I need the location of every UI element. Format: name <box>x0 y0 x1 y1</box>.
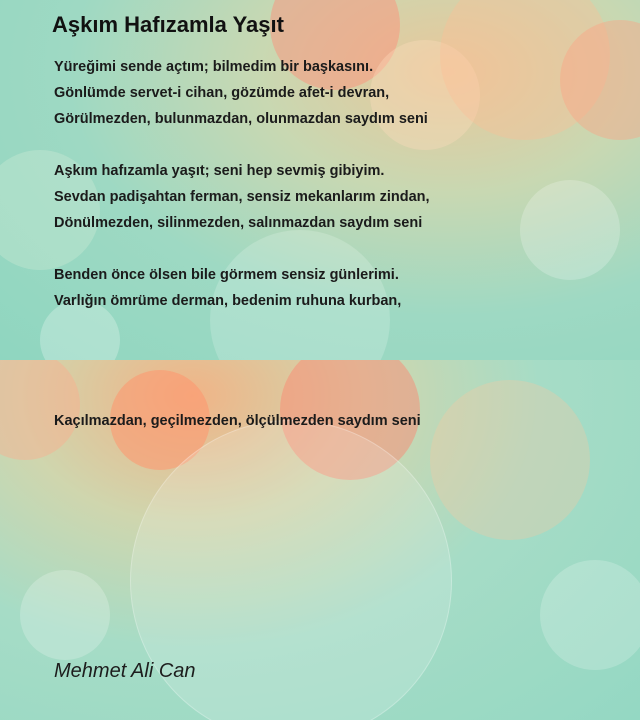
poem-line: Dönülmezden, silinmezden, salınmazdan saydım seni <box>54 215 423 231</box>
bokeh-light <box>540 560 640 670</box>
poem-line: Aşkım hafızamla yaşıt; seni hep sevmiş gibiyim. <box>54 163 385 179</box>
poem-author: Mehmet Ali Can <box>54 660 196 682</box>
poem-line: Benden önce ölsen bile görmem sensiz günlerimi. <box>54 267 399 283</box>
poem-line: Yüreğimi sende açtım; bilmedim bir başkasını. <box>54 59 374 75</box>
bokeh-light <box>430 380 590 540</box>
bokeh-light <box>20 570 110 660</box>
stanza-gap <box>54 236 614 262</box>
poem-line: Varlığın ömrüme derman, bedenim ruhuna kurban, <box>54 293 402 309</box>
poem-line: Görülmezden, bulunmazdan, olunmazdan saydım seni <box>54 111 428 127</box>
poem-line: Kaçılmazdan, geçilmezden, ölçülmezden saydım seni <box>54 413 421 429</box>
poem-line: Gönlümde servet-i cihan, gözümde afet-i devran, <box>54 85 390 101</box>
poem-line: Sevdan padişahtan ferman, sensiz mekanlarım zindan, <box>54 189 430 205</box>
poem-text <box>54 54 614 314</box>
poem-title: Aşkım Hafızamla Yaşıt <box>52 12 284 37</box>
poem-panel-bottom <box>0 360 640 720</box>
stanza-gap <box>54 132 614 158</box>
